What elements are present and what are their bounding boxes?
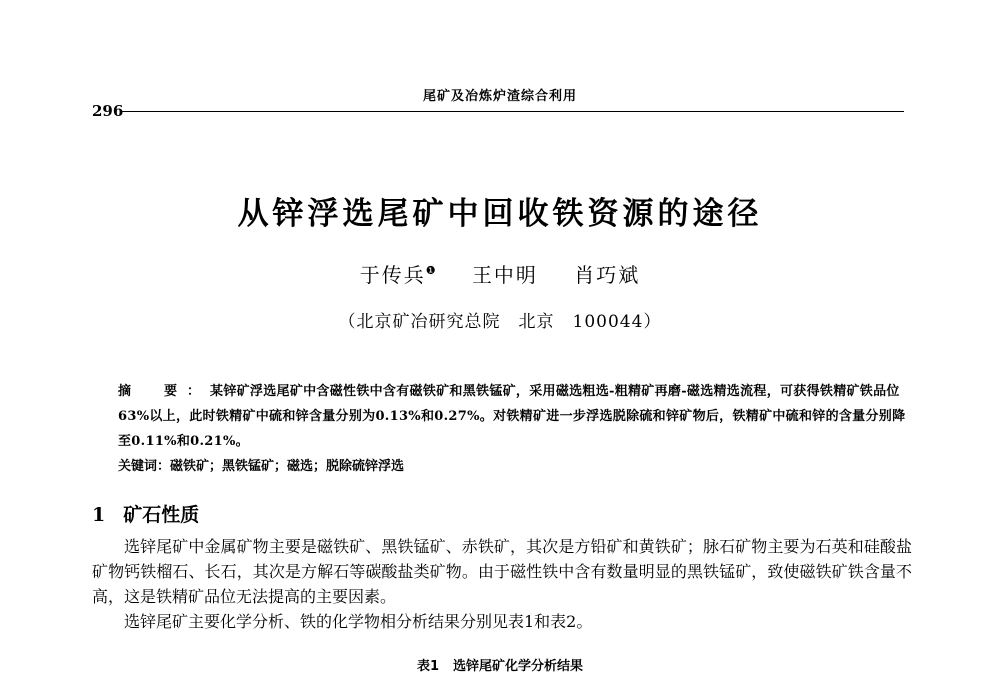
section-heading xyxy=(92,500,199,527)
author-name: 于传兵$^❶$ xyxy=(359,263,436,287)
header-rule xyxy=(122,111,904,112)
author-list xyxy=(0,259,1000,288)
author-affiliation: （北京矿冶研究总院 北京 100044） xyxy=(338,312,662,332)
author-name: 肖巧斌 xyxy=(574,263,641,287)
keywords-label: 关键词： xyxy=(118,459,171,474)
body-paragraph: 选锌尾矿中金属矿物主要是磁铁矿、黑铁锰矿、赤铁矿，其次是方铅矿和黄铁矿；脉石矿物主要为石英和硅酸盐矿物钙铁榴石、长石，其次是方解石等碳酸盐类矿物。由于磁性铁中含有数量明显的黑铁锰矿，致使磁铁矿铁含量不高，这是铁精矿品位无法提高的主要因素。 xyxy=(92,537,912,606)
author-name: 王中明 xyxy=(471,263,538,287)
body-paragraph: 选锌尾矿主要化学分析、铁的化学物相分析结果分别见表1和表2。 xyxy=(124,612,593,631)
table-caption xyxy=(0,655,1000,674)
section-body xyxy=(92,534,912,634)
table-number: 表1 xyxy=(416,659,440,674)
section-number: 1 xyxy=(92,504,106,526)
section-title: 矿石性质 xyxy=(123,504,200,526)
page-number: 296 xyxy=(92,102,124,120)
abstract-label: 摘 要： xyxy=(118,384,211,399)
keywords xyxy=(118,454,908,479)
running-header-title: 尾矿及冶炼炉渣综合利用 xyxy=(422,89,577,104)
article-title: 从锌浮选尾矿中回收铁资源的途径 xyxy=(237,196,763,232)
abstract-text: 某锌矿浮选尾矿中含磁性铁中含有磁铁矿和黑铁锰矿，采用磁选粗选-粗精矿再磨-磁选精选流程，可获得铁精矿铁品位63%以上，此时铁精矿中硫和锌含量分别为0.13%和0.27%。对铁精矿进一步浮选脱除硫和锌矿物后，铁精矿中硫和锌的含量分别降至0.11%和0.21%。 xyxy=(118,384,906,449)
author-footnote-marker: ❶ xyxy=(425,264,436,277)
keywords-text: 磁铁矿；黑铁锰矿；磁选；脱除硫锌浮选 xyxy=(170,459,405,474)
abstract xyxy=(118,379,908,454)
table-caption-text: 选锌尾矿化学分析结果 xyxy=(453,659,584,674)
